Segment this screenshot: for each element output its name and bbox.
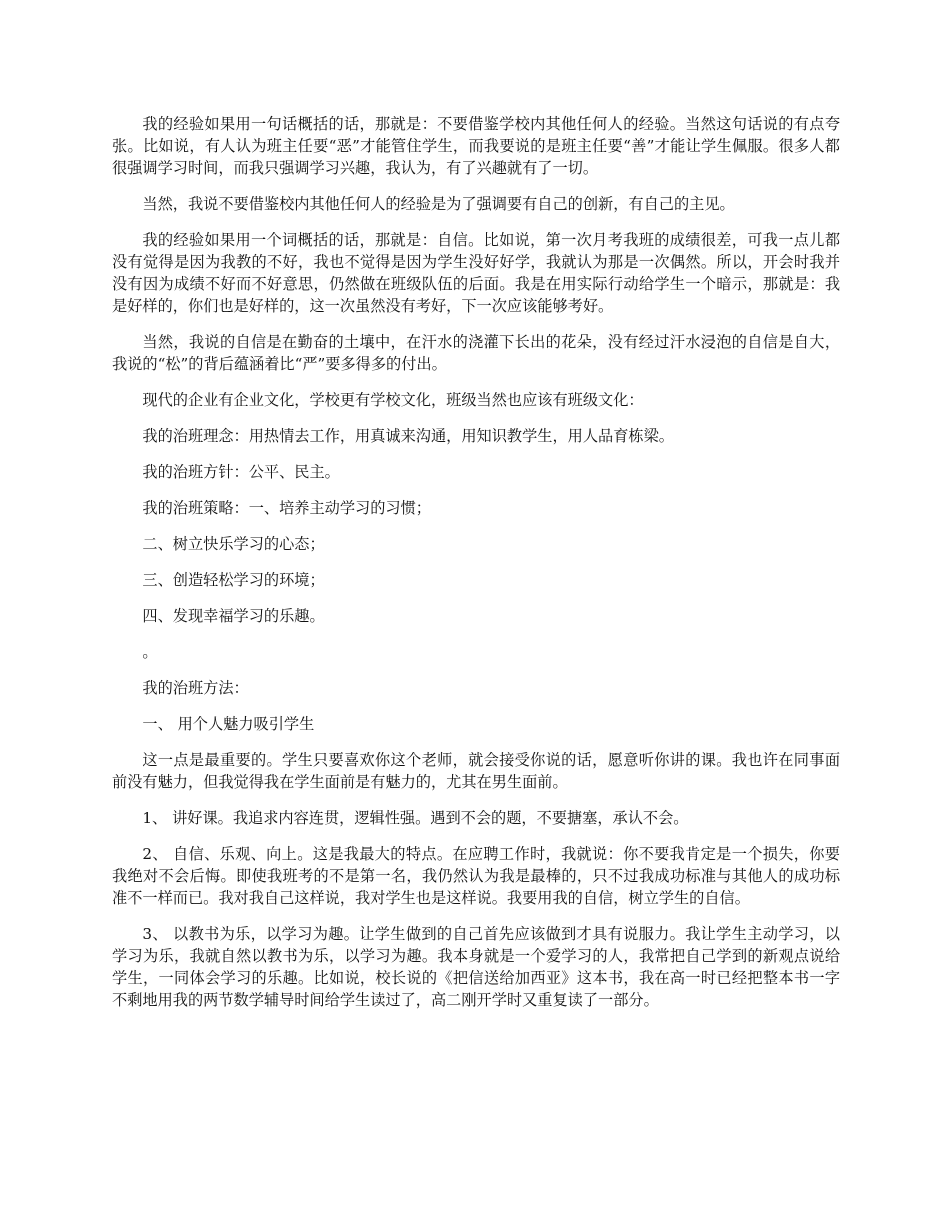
paragraph-experience-sentence: 我的经验如果用一句话概括的话，那就是：不要借鉴学校内其他任何人的经验。当然这句话说的有点夸张。比如说，有人认为班主任要“恶”才能管住学生，而我要说的是班主任要“善”才能让学生佩服。很多人都很强调学习时间，而我只强调学习兴趣，我认为，有了兴趣就有了一切。 bbox=[112, 115, 840, 177]
paragraph-philosophy: 我的治班理念：用热情去工作，用真诚来沟通，用知识教学生，用人品育栋梁。 bbox=[142, 427, 674, 445]
paragraph-strategy-2: 二、树立快乐学习的心态； bbox=[142, 535, 325, 553]
paragraph-innovation: 当然，我说不要借鉴校内其他任何人的经验是为了强调要有自己的创新，有自己的主见。 bbox=[142, 195, 735, 213]
paragraph-diligence: 当然，我说的自信是在勤奋的土壤中，在汗水的浇灌下长出的花朵，没有经过汗水浸泡的自信是自大，我说的“松”的背后蕴涵着比“严”要多得多的付出。 bbox=[112, 333, 840, 373]
document-page bbox=[112, 113, 840, 1025]
paragraph-item-2: 2、 自信、乐观、向上。这是我最大的特点。在应聘工作时，我就说：你不要我肯定是一个损失，你要我绝对不会后悔。即使我班考的不是第一名，我仍然认为我是最棒的，只不过我成功标准与其他人的成功标准不一样而已。我对我自己这样说，我对学生也是这样说。我要用我的自信，树立学生的自信。 bbox=[112, 845, 840, 907]
paragraph-policy: 我的治班方针：公平、民主。 bbox=[142, 463, 340, 481]
paragraph-strategy-4: 四、发现幸福学习的乐趣。 bbox=[142, 607, 325, 625]
paragraph-method-1-heading: 一、 用个人魅力吸引学生 bbox=[142, 715, 315, 733]
paragraph-stray-period: 。 bbox=[142, 643, 158, 661]
paragraph-strategy-3: 三、创造轻松学习的环境； bbox=[142, 571, 325, 589]
paragraph-strategy-1: 我的治班策略：一、培养主动学习的习惯； bbox=[142, 499, 431, 517]
paragraph-item-1: 1、 讲好课。我追求内容连贯，逻辑性强。遇到不会的题，不要搪塞，承认不会。 bbox=[142, 809, 689, 827]
paragraph-method-1-body: 这一点是最重要的。学生只要喜欢你这个老师，就会接受你说的话，愿意听你讲的课。我也许在同事面前没有魅力，但我觉得我在学生面前是有魅力的，尤其在男生面前。 bbox=[112, 751, 840, 791]
paragraph-class-culture: 现代的企业有企业文化，学校更有学校文化，班级当然也应该有班级文化： bbox=[142, 391, 644, 409]
paragraph-methods-heading: 我的治班方法： bbox=[142, 679, 249, 697]
paragraph-confidence: 我的经验如果用一个词概括的话，那就是：自信。比如说，第一次月考我班的成绩很差，可我一点儿都没有觉得是因为我教的不好，我也不觉得是因为学生没好好学，我就认为那是一次偶然。所以，开会时我并没有因为成绩不好而不好意思，仍然做在班级队伍的后面。我是在用实际行动给学生一个暗示，那就是：我是好样的，你们也是好样的，这一次虽然没有考好，下一次应该能够考好。 bbox=[112, 231, 840, 315]
paragraph-item-3: 3、 以教书为乐，以学习为趣。让学生做到的自己首先应该做到才具有说服力。我让学生主动学习，以学习为乐，我就自然以教书为乐，以学习为趣。我本身就是一个爱学习的人，我常把自己学到的新观点说给学生，一同体会学习的乐趣。比如说，校长说的《把信送给加西亚》这本书，我在高一时已经把整本书一字不剩地用我的两节数学辅导时间给学生读过了，高二刚开学时又重复读了一部分。 bbox=[112, 925, 840, 1009]
